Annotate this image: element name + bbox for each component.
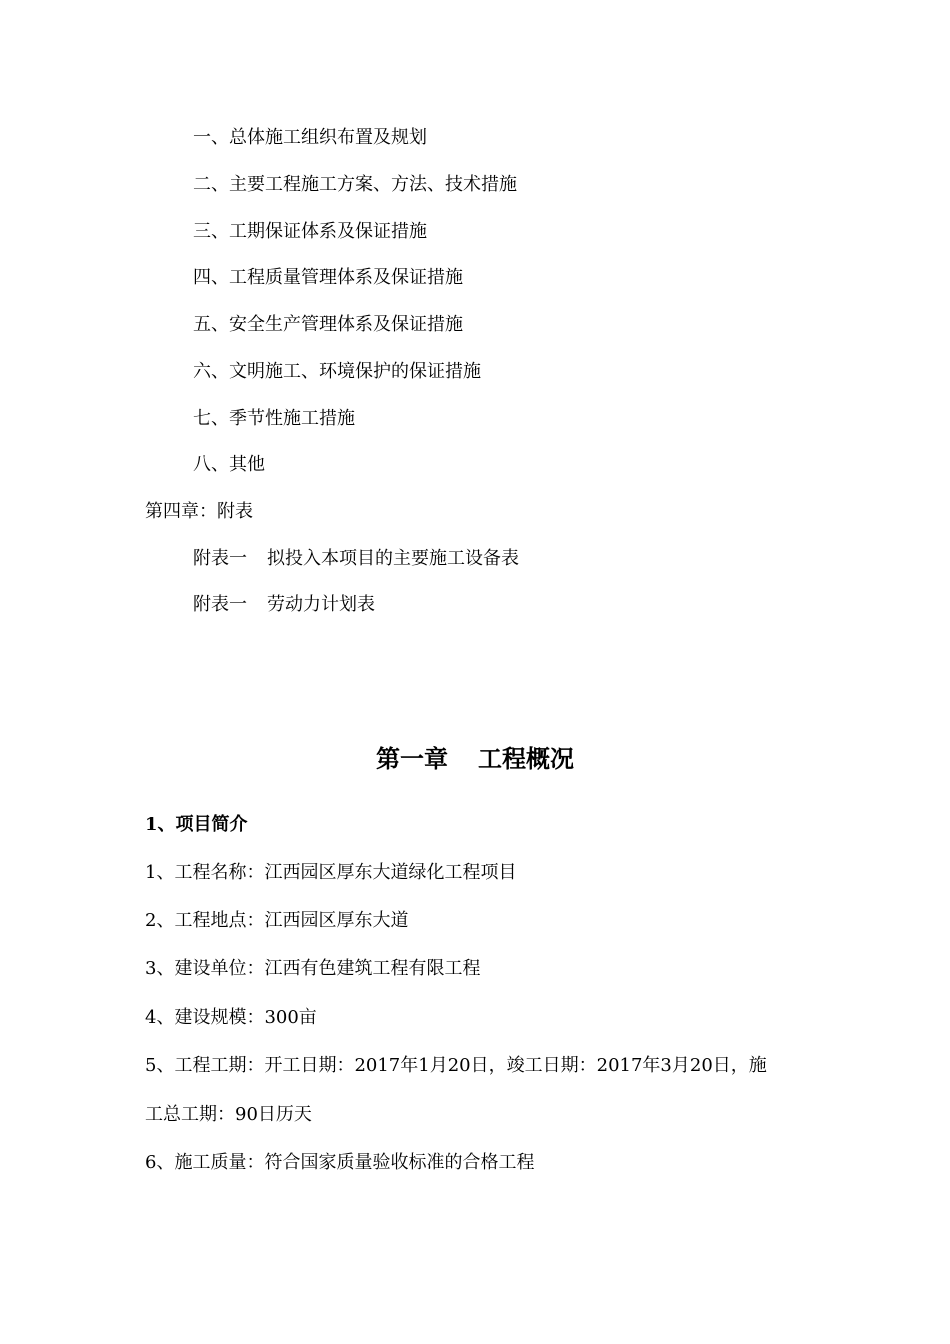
appendix-title: 拟投入本项目的主要施工设备表: [267, 548, 519, 569]
section-heading: 1、项目简介: [145, 814, 248, 835]
appendix-label: 附表一: [193, 548, 247, 569]
construction-scale-line: 4、建设规模：300亩: [145, 1007, 317, 1028]
construction-quality-line: 6、施工质量：符合国家质量验收标准的合格工程: [145, 1152, 535, 1173]
appendix-label: 附表一: [193, 594, 247, 615]
toc-item-5: 五、安全生产管理体系及保证措施: [193, 314, 463, 335]
chapter-title: [0, 743, 950, 775]
toc-item-3: 三、工期保证体系及保证措施: [193, 221, 427, 242]
toc-item-6: 六、文明施工、环境保护的保证措施: [193, 361, 481, 382]
construction-unit-line: 3、建设单位：江西有色建筑工程有限工程: [145, 958, 481, 979]
construction-period-line: 5、工程工期：开工日期：2017年1月20日，竣工日期：2017年3月20日，施: [145, 1055, 767, 1076]
appendix-title: 劳动力计划表: [267, 594, 375, 615]
toc-item-4: 四、工程质量管理体系及保证措施: [193, 267, 463, 288]
chapter-number: 第一章: [376, 744, 448, 773]
construction-period-continued: 工总工期：90日历天: [145, 1104, 312, 1125]
project-name-line: 1、工程名称：江西园区厚东大道绿化工程项目: [145, 862, 517, 883]
project-location-line: 2、工程地点：江西园区厚东大道: [145, 910, 409, 931]
toc-item-8: 八、其他: [193, 454, 265, 475]
toc-item-1: 一、总体施工组织布置及规划: [193, 127, 427, 148]
toc-appendix-1: [193, 547, 519, 571]
chapter-name: 工程概况: [478, 744, 574, 773]
toc-appendix-2: [193, 593, 375, 617]
toc-chapter-4: 第四章：附表: [145, 501, 253, 522]
toc-item-2: 二、主要工程施工方案、方法、技术措施: [193, 174, 517, 195]
toc-item-7: 七、季节性施工措施: [193, 408, 355, 429]
